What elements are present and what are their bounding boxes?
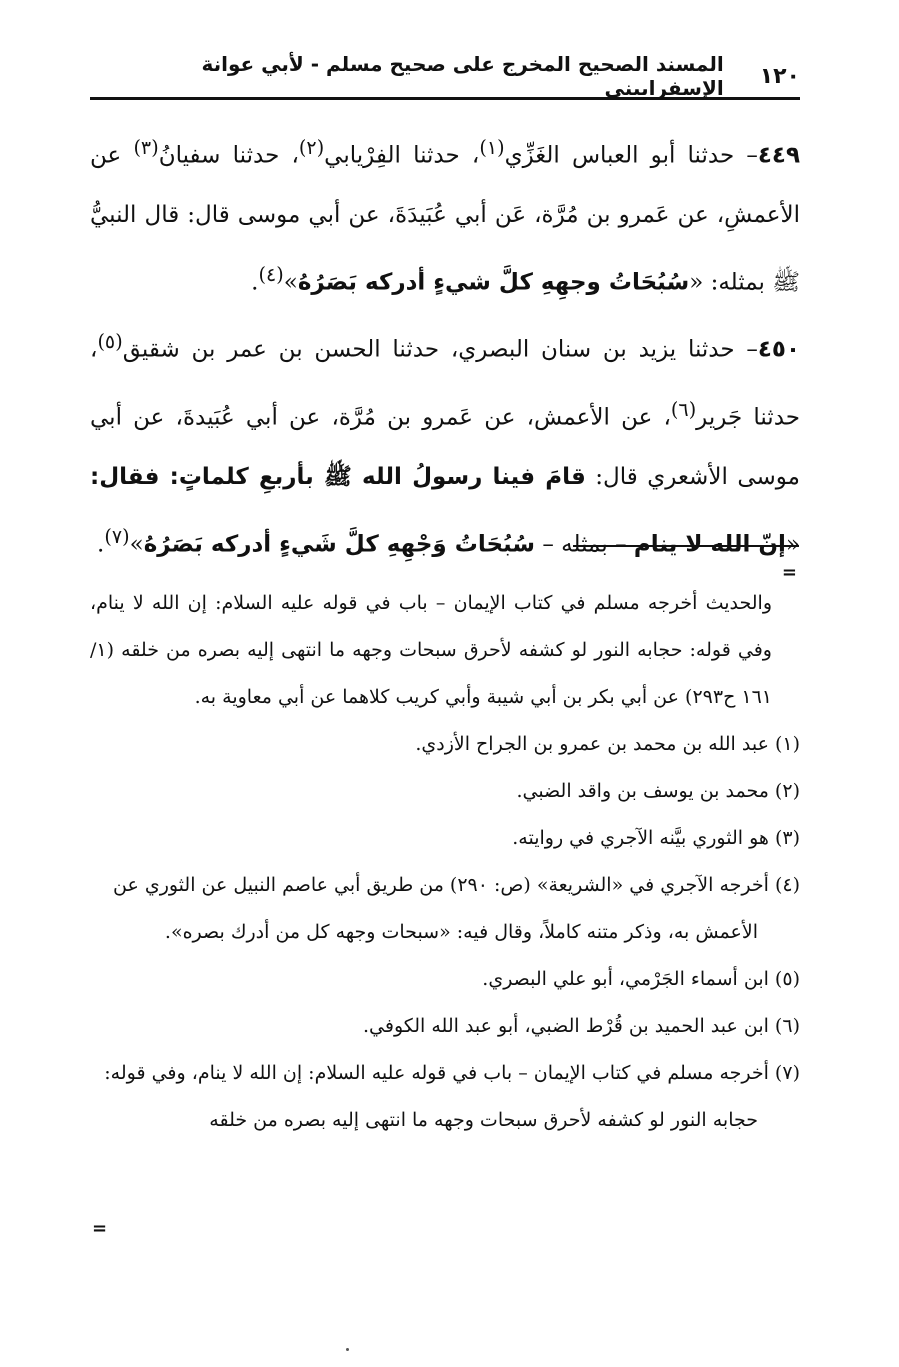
hadith-number: ٤٤٩ xyxy=(757,142,801,169)
hadith-matn: قامَ فينا رسولُ الله ﷺ بأربعِ كلماتٍ: فقال: xyxy=(90,463,586,490)
footnote-ref: (٢) xyxy=(298,136,325,159)
hadith-text: ، حدثنا الفِرْيابي xyxy=(324,142,480,169)
hadith-number: ٤٥٠ xyxy=(757,336,800,363)
hadith-matn: سُبُحَاتُ وَجْهِهِ كلَّ شَيءٍ أدركه بَصَرُهُ xyxy=(143,531,536,558)
footnotes xyxy=(90,580,800,1144)
book-title: المسند الصحيح المخرج على صحيح مسلم - لأبي عوانة الإسفراييني xyxy=(201,52,724,100)
footnote-separator xyxy=(573,545,799,547)
footnote-continuation: والحديث أخرجه مسلم في كتاب الإيمان – باب في قوله عليه السلام: إن الله لا ينام، وفي قوله: حجابه النور لو كشفه لأحرق سبحات وجهه ما انتهى إليه بصره من خلقه (١/ ١٦١ ح٢٩٣) عن أبي بكر بن أبي شيبة وأبي كريب كلاهما عن أبي معاوية به. xyxy=(90,592,772,708)
footnote-item: (٦) ابن عبد الحميد بن قُرْط الضبي، أبو عبد الله الكوفي. xyxy=(363,1015,800,1037)
hadith-text: عن الأعمشِ، عن عَمرو بن مُرَّة، عَن أبي عُبَيدَةَ، عن أبي موسى قال: قال النبيُّ ﷺ بمثله: « xyxy=(90,142,800,296)
footnote-item-continued: الأعمش به، وذكر متنه كاملاً، وقال فيه: «سبحات وجهه كل من أدرك بصره». xyxy=(164,921,758,943)
hadith-matn: سُبُحَاتُ وجهِهِ كلَّ شيءٍ أدركه بَصَرُهُ xyxy=(297,269,690,296)
hadith-text: » xyxy=(129,531,144,558)
hadith-449 xyxy=(90,118,800,312)
page-number: ١٢٠ xyxy=(759,63,800,89)
footnote-ref: (٣) xyxy=(133,136,159,159)
hadith-text: ، عن الأعمش، عن عَمرو بن مُرَّة، عن أبي عُبَيدةَ، عن أبي موسى الأشعري قال: xyxy=(90,404,800,490)
hadith-text: – بمثله – xyxy=(535,531,634,558)
hadith-text: . xyxy=(97,531,105,558)
continuation-mark-top: = xyxy=(781,562,797,583)
hadith-text: ، حدثنا جَرير xyxy=(90,336,800,431)
footnote-ref: (٤) xyxy=(258,262,284,286)
hadith-text: « xyxy=(785,531,800,558)
footnote-item: (٧) أخرجه مسلم في كتاب الإيمان – باب في قوله عليه السلام: إن الله لا ينام، وفي قوله: xyxy=(104,1062,800,1084)
continuation-mark-bottom: = xyxy=(92,1218,108,1239)
hadith-text: ، حدثنا سفيانُ xyxy=(158,142,299,169)
hadith-text: . xyxy=(251,269,259,296)
hadith-text: – حدثنا أبو العباس الغَزِّي xyxy=(504,142,758,169)
footnote-item-continued: حجابه النور لو كشفه لأحرق سبحات وجهه ما انتهى إليه بصره من خلقه xyxy=(209,1109,758,1131)
scan-dot xyxy=(346,1348,349,1351)
hadith-text: » xyxy=(283,269,298,296)
footnote-item: (١) عبد الله بن محمد بن عمرو بن الجراح الأزدي. xyxy=(415,733,800,755)
footnote-ref: (٥) xyxy=(97,330,123,354)
footnote-item: (٤) أخرجه الآجري في «الشريعة» (ص: ٢٩٠) من طريق أبي عاصم النبيل عن الثوري عن xyxy=(112,874,800,896)
footnote-ref: (١) xyxy=(479,136,505,159)
footnote-item: (٢) محمد بن يوسف بن واقد الضبي. xyxy=(516,780,800,802)
footnote-item: (٣) هو الثوري بيَّنه الآجري في روايته. xyxy=(512,827,800,849)
hadith-450 xyxy=(90,312,800,574)
footnote-item: (٥) ابن أسماء الجَرْمي، أبو علي البصري. xyxy=(482,968,800,990)
hadith-text: – حدثنا يزيد بن سنان البصري، حدثنا الحسن بن عمر بن شقيق xyxy=(122,336,758,363)
hadith-matn: إنّ الله لا ينام xyxy=(633,531,786,558)
footnote-ref: (٦) xyxy=(670,397,697,421)
main-text xyxy=(90,118,800,574)
running-header xyxy=(90,52,800,100)
footnote-ref: (٧) xyxy=(104,524,130,548)
